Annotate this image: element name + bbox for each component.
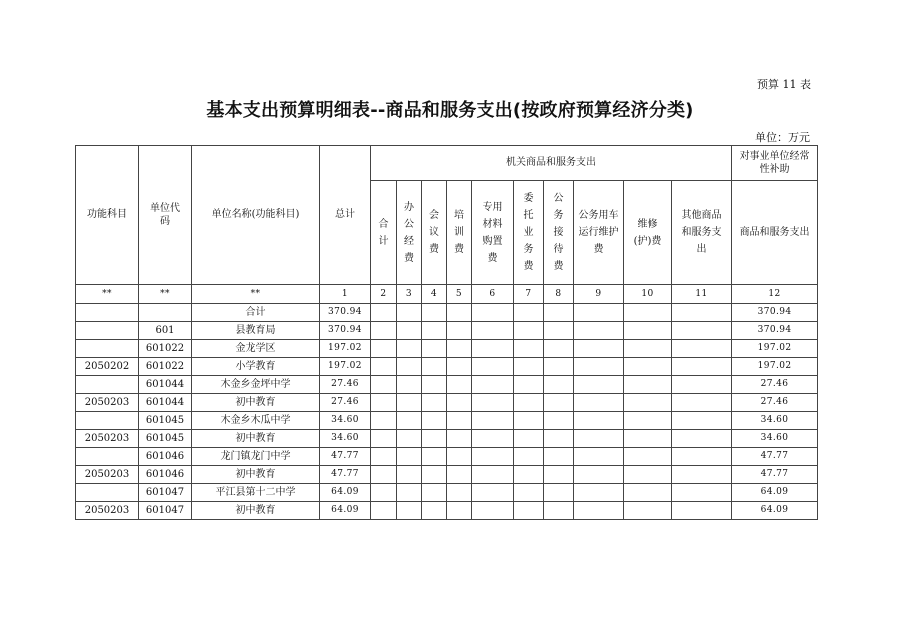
cell-subsidy: 34.60 — [732, 412, 818, 430]
cell-empty — [397, 304, 422, 322]
cell-empty — [574, 394, 624, 412]
header-col-qita: 其他商品和服务支出 — [672, 181, 732, 285]
cell-unit-name: 初中教育 — [192, 466, 320, 484]
header-func-subject: 功能科目 — [76, 146, 139, 285]
header-col-heji: 合计 — [371, 181, 397, 285]
cell-empty — [447, 484, 472, 502]
column-index-cell: ** — [76, 285, 139, 304]
cell-empty — [422, 502, 447, 520]
cell-empty — [422, 358, 447, 376]
cell-empty — [472, 448, 514, 466]
cell-empty — [514, 358, 544, 376]
cell-empty — [672, 394, 732, 412]
cell-func-subject: 2050203 — [76, 466, 139, 484]
cell-unit-code: 601047 — [139, 484, 192, 502]
cell-unit-name: 初中教育 — [192, 502, 320, 520]
cell-empty — [397, 484, 422, 502]
cell-empty — [397, 430, 422, 448]
cell-total: 34.60 — [320, 430, 371, 448]
cell-unit-name: 初中教育 — [192, 430, 320, 448]
header-group-org: 机关商品和服务支出 — [371, 146, 732, 181]
cell-empty — [422, 448, 447, 466]
cell-total: 64.09 — [320, 502, 371, 520]
cell-empty — [397, 394, 422, 412]
cell-empty — [397, 376, 422, 394]
cell-empty — [514, 394, 544, 412]
cell-empty — [624, 448, 672, 466]
cell-empty — [472, 466, 514, 484]
cell-empty — [397, 448, 422, 466]
cell-empty — [624, 376, 672, 394]
cell-empty — [544, 358, 574, 376]
cell-empty — [447, 394, 472, 412]
cell-subsidy: 197.02 — [732, 358, 818, 376]
cell-unit-code: 601046 — [139, 448, 192, 466]
cell-func-subject — [76, 484, 139, 502]
cell-func-subject — [76, 322, 139, 340]
header-unit-name: 单位名称(功能科目) — [192, 146, 320, 285]
column-index-cell: 8 — [544, 285, 574, 304]
table-row — [76, 502, 818, 520]
cell-func-subject — [76, 448, 139, 466]
cell-subsidy: 197.02 — [732, 340, 818, 358]
table-number: 预算 11 表 — [757, 78, 811, 91]
header-unit-code: 单位代码 — [139, 146, 192, 285]
cell-func-subject — [76, 376, 139, 394]
cell-subsidy: 64.09 — [732, 484, 818, 502]
header-group-subsidy: 对事业单位经常性补助 — [732, 146, 818, 181]
cell-empty — [672, 322, 732, 340]
header-col-zhuanyong: 专用材料购置费 — [472, 181, 514, 285]
cell-empty — [574, 340, 624, 358]
cell-subsidy: 64.09 — [732, 502, 818, 520]
cell-empty — [624, 322, 672, 340]
cell-empty — [472, 340, 514, 358]
cell-empty — [422, 430, 447, 448]
cell-empty — [422, 322, 447, 340]
cell-total: 27.46 — [320, 376, 371, 394]
cell-total: 197.02 — [320, 340, 371, 358]
cell-empty — [544, 304, 574, 322]
cell-empty — [472, 412, 514, 430]
cell-empty — [672, 484, 732, 502]
cell-unit-code: 601045 — [139, 412, 192, 430]
cell-empty — [624, 304, 672, 322]
cell-empty — [371, 448, 397, 466]
cell-unit-name: 平江县第十二中学 — [192, 484, 320, 502]
cell-empty — [672, 448, 732, 466]
cell-func-subject: 2050203 — [76, 430, 139, 448]
cell-empty — [544, 448, 574, 466]
cell-empty — [544, 502, 574, 520]
cell-empty — [371, 304, 397, 322]
cell-empty — [397, 502, 422, 520]
cell-empty — [544, 376, 574, 394]
cell-total: 370.94 — [320, 304, 371, 322]
cell-unit-name: 木金乡金坪中学 — [192, 376, 320, 394]
cell-empty — [422, 466, 447, 484]
cell-empty — [371, 358, 397, 376]
cell-empty — [371, 340, 397, 358]
cell-empty — [371, 376, 397, 394]
cell-unit-code: 601022 — [139, 340, 192, 358]
column-index-cell: 1 — [320, 285, 371, 304]
cell-empty — [574, 502, 624, 520]
cell-empty — [447, 358, 472, 376]
column-index-cell: 11 — [672, 285, 732, 304]
cell-empty — [397, 340, 422, 358]
column-index-cell: 7 — [514, 285, 544, 304]
cell-empty — [472, 304, 514, 322]
cell-empty — [514, 484, 544, 502]
cell-empty — [472, 322, 514, 340]
cell-empty — [574, 376, 624, 394]
column-index-cell: 12 — [732, 285, 818, 304]
cell-subsidy: 370.94 — [732, 322, 818, 340]
header-col-weixiu: 维修(护)费 — [624, 181, 672, 285]
cell-empty — [371, 394, 397, 412]
cell-empty — [371, 412, 397, 430]
cell-empty — [397, 466, 422, 484]
column-index-cell: 6 — [472, 285, 514, 304]
budget-table — [75, 145, 818, 520]
cell-empty — [514, 322, 544, 340]
column-index-cell: 4 — [422, 285, 447, 304]
cell-empty — [472, 376, 514, 394]
cell-empty — [624, 394, 672, 412]
cell-unit-code — [139, 304, 192, 322]
column-index-cell: 3 — [397, 285, 422, 304]
table-row — [76, 340, 818, 358]
column-index-cell: 5 — [447, 285, 472, 304]
cell-total: 34.60 — [320, 412, 371, 430]
cell-empty — [514, 466, 544, 484]
cell-func-subject — [76, 340, 139, 358]
cell-empty — [514, 376, 544, 394]
cell-unit-name: 合计 — [192, 304, 320, 322]
cell-empty — [447, 430, 472, 448]
cell-empty — [447, 376, 472, 394]
cell-empty — [422, 412, 447, 430]
cell-unit-code: 601047 — [139, 502, 192, 520]
cell-empty — [447, 412, 472, 430]
cell-subsidy: 47.77 — [732, 448, 818, 466]
cell-unit-name: 县教育局 — [192, 322, 320, 340]
cell-empty — [672, 304, 732, 322]
cell-func-subject — [76, 412, 139, 430]
cell-empty — [574, 448, 624, 466]
cell-subsidy: 27.46 — [732, 394, 818, 412]
table-row — [76, 484, 818, 502]
cell-empty — [544, 340, 574, 358]
cell-empty — [672, 430, 732, 448]
table-row — [76, 430, 818, 448]
cell-empty — [371, 484, 397, 502]
cell-empty — [624, 502, 672, 520]
cell-total: 27.46 — [320, 394, 371, 412]
cell-unit-code: 601044 — [139, 376, 192, 394]
cell-empty — [514, 502, 544, 520]
cell-empty — [624, 412, 672, 430]
column-index-cell: ** — [139, 285, 192, 304]
cell-empty — [371, 466, 397, 484]
cell-total: 47.77 — [320, 448, 371, 466]
cell-func-subject: 2050202 — [76, 358, 139, 376]
cell-empty — [447, 340, 472, 358]
cell-empty — [574, 322, 624, 340]
page-title: 基本支出预算明细表--商品和服务支出(按政府预算经济分类) — [206, 100, 694, 121]
cell-subsidy: 34.60 — [732, 430, 818, 448]
cell-func-subject: 2050203 — [76, 502, 139, 520]
table-row — [76, 466, 818, 484]
cell-empty — [672, 340, 732, 358]
table-row — [76, 322, 818, 340]
cell-empty — [472, 484, 514, 502]
cell-unit-name: 木金乡木瓜中学 — [192, 412, 320, 430]
cell-empty — [422, 376, 447, 394]
cell-empty — [447, 304, 472, 322]
cell-total: 197.02 — [320, 358, 371, 376]
cell-total: 370.94 — [320, 322, 371, 340]
cell-empty — [397, 322, 422, 340]
column-index-cell: 2 — [371, 285, 397, 304]
cell-empty — [472, 430, 514, 448]
cell-unit-code: 601045 — [139, 430, 192, 448]
cell-empty — [422, 304, 447, 322]
cell-empty — [514, 430, 544, 448]
cell-empty — [574, 358, 624, 376]
cell-empty — [672, 358, 732, 376]
cell-unit-name: 龙门镇龙门中学 — [192, 448, 320, 466]
cell-empty — [544, 484, 574, 502]
cell-empty — [544, 394, 574, 412]
column-index-cell: 9 — [574, 285, 624, 304]
cell-empty — [371, 322, 397, 340]
column-index-row — [76, 285, 818, 304]
cell-total: 47.77 — [320, 466, 371, 484]
cell-empty — [624, 340, 672, 358]
column-index-cell: 10 — [624, 285, 672, 304]
cell-empty — [544, 412, 574, 430]
cell-empty — [544, 430, 574, 448]
table-row — [76, 376, 818, 394]
cell-unit-name: 小学教育 — [192, 358, 320, 376]
cell-empty — [397, 412, 422, 430]
cell-unit-code: 601046 — [139, 466, 192, 484]
cell-unit-name: 金龙学区 — [192, 340, 320, 358]
cell-unit-code: 601044 — [139, 394, 192, 412]
cell-unit-code: 601 — [139, 322, 192, 340]
cell-empty — [624, 358, 672, 376]
cell-empty — [574, 304, 624, 322]
header-col-huiyi: 会议费 — [422, 181, 447, 285]
cell-func-subject: 2050203 — [76, 394, 139, 412]
cell-empty — [447, 322, 472, 340]
cell-empty — [544, 466, 574, 484]
table-body — [76, 304, 818, 520]
cell-subsidy: 370.94 — [732, 304, 818, 322]
cell-empty — [544, 322, 574, 340]
cell-empty — [447, 502, 472, 520]
cell-empty — [472, 358, 514, 376]
header-col-jiedai: 公务接待费 — [544, 181, 574, 285]
cell-empty — [624, 430, 672, 448]
header-total: 总计 — [320, 146, 371, 285]
header-col-weituo: 委托业务费 — [514, 181, 544, 285]
cell-empty — [574, 430, 624, 448]
cell-empty — [624, 466, 672, 484]
unit-label: 单位：万元 — [755, 131, 810, 144]
table-row — [76, 358, 818, 376]
cell-unit-code: 601022 — [139, 358, 192, 376]
cell-empty — [447, 466, 472, 484]
cell-empty — [371, 502, 397, 520]
cell-empty — [397, 358, 422, 376]
cell-empty — [447, 448, 472, 466]
cell-empty — [672, 412, 732, 430]
cell-empty — [514, 340, 544, 358]
cell-empty — [514, 412, 544, 430]
table-row — [76, 394, 818, 412]
cell-empty — [422, 484, 447, 502]
header-col-gongche: 公务用车运行维护费 — [574, 181, 624, 285]
column-index-cell: ** — [192, 285, 320, 304]
cell-empty — [472, 502, 514, 520]
header-col-peixun: 培训费 — [447, 181, 472, 285]
cell-subsidy: 27.46 — [732, 376, 818, 394]
cell-empty — [472, 394, 514, 412]
cell-empty — [672, 502, 732, 520]
cell-empty — [371, 430, 397, 448]
cell-empty — [574, 466, 624, 484]
cell-empty — [422, 394, 447, 412]
cell-unit-name: 初中教育 — [192, 394, 320, 412]
cell-empty — [624, 484, 672, 502]
cell-empty — [514, 304, 544, 322]
cell-subsidy: 47.77 — [732, 466, 818, 484]
cell-empty — [514, 448, 544, 466]
table-row — [76, 304, 818, 322]
cell-empty — [574, 412, 624, 430]
cell-empty — [422, 340, 447, 358]
table-row — [76, 412, 818, 430]
header-col-subsidy: 商品和服务支出 — [732, 181, 818, 285]
cell-empty — [672, 466, 732, 484]
cell-empty — [574, 484, 624, 502]
cell-func-subject — [76, 304, 139, 322]
table-row — [76, 448, 818, 466]
cell-empty — [672, 376, 732, 394]
header-col-bangong: 办公经费 — [397, 181, 422, 285]
cell-total: 64.09 — [320, 484, 371, 502]
